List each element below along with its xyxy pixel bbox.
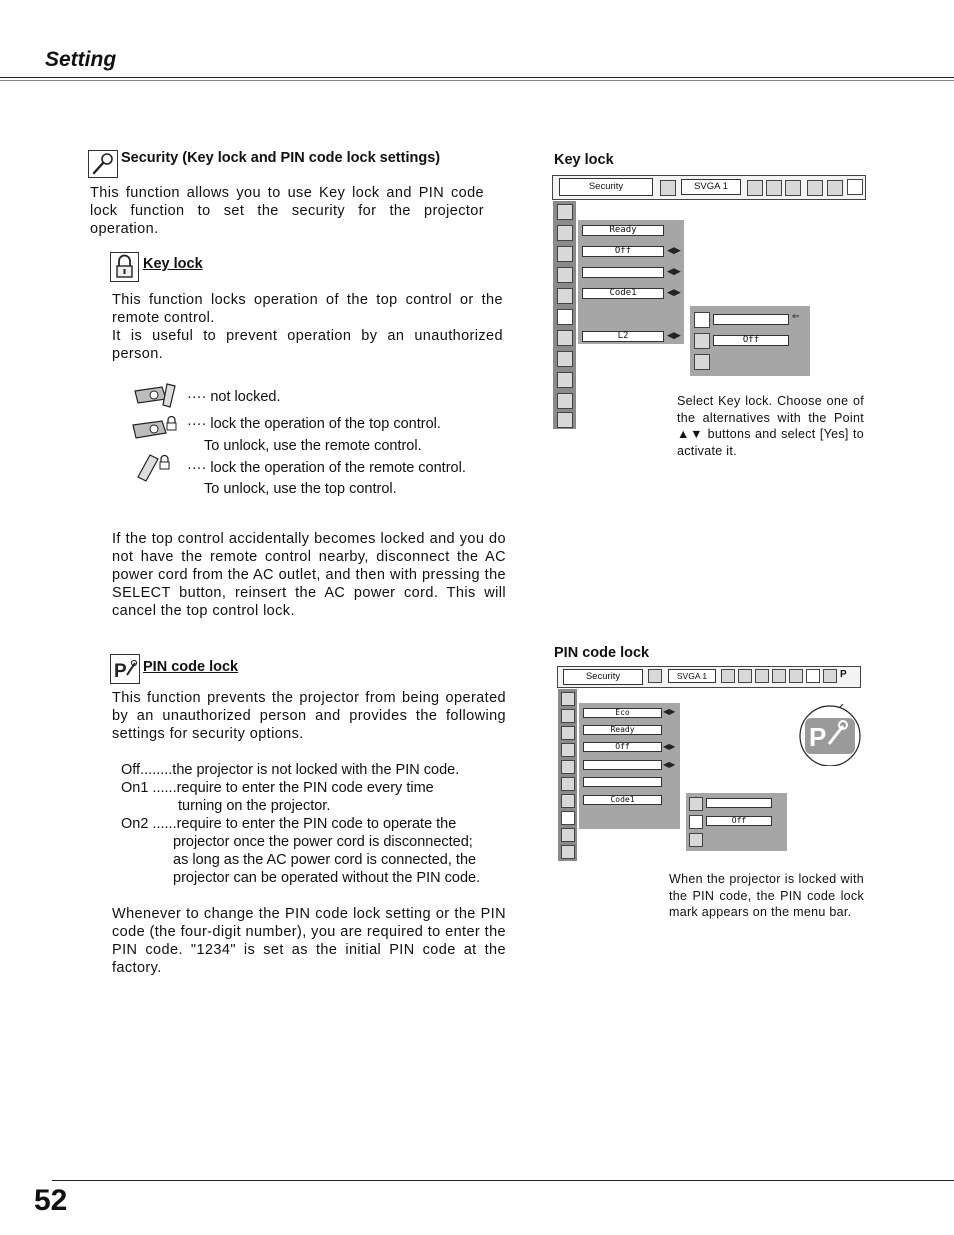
projector-remote-icon (132, 381, 178, 409)
figure-keylock-caption: Select Key lock. Choose one of the alternatives with the Point ▲▼ buttons and select [Yes] to activate it. (677, 394, 864, 458)
figure-keylock-label: Key lock (554, 152, 614, 168)
svg-text:P: P (809, 722, 827, 752)
keylock-setting-icon-field[interactable] (713, 314, 789, 325)
scroll-up-icon[interactable] (557, 204, 573, 220)
security-intro: This function allows you to use Key lock and PIN code lock function to set the security for the projector operation. (90, 185, 484, 237)
counter-icon (557, 372, 573, 388)
security-tab-icon (847, 179, 863, 195)
value-arrows-icon[interactable]: ◀▶ (667, 245, 681, 255)
key-icon (561, 794, 575, 808)
exit-icon[interactable] (561, 845, 575, 859)
page-number: 52 (34, 1184, 68, 1217)
header-rule-thin (0, 80, 954, 81)
value-arrows-icon[interactable]: ◀▶ (667, 287, 681, 297)
pinlock-option-on2-cont3: projector can be operated without the PIN code. (173, 870, 481, 886)
pinlock-menu-values (579, 703, 680, 829)
value-arrows-icon[interactable]: ◀▶ (663, 742, 676, 751)
exit-icon[interactable] (557, 412, 573, 428)
fan-icon (557, 330, 573, 346)
keylock-row-icon (561, 811, 575, 825)
keylock-row-icon (557, 309, 573, 325)
exit-icon[interactable] (689, 833, 703, 847)
scroll-up-icon[interactable] (561, 692, 575, 706)
menu-tab-security[interactable]: Security (563, 669, 643, 685)
setting-wrench-icon (823, 669, 837, 683)
keylock-option-remote-unlock: To unlock, use the top control. (204, 481, 397, 497)
input-icon (660, 180, 676, 196)
color-icon (766, 180, 782, 196)
pin-lock-icon (110, 654, 140, 684)
pinlock-menu-bar (557, 666, 861, 688)
pinlock-option-off: Off........the projector is not locked with the PIN code. (121, 762, 460, 778)
padlock-icon (689, 797, 703, 811)
keylock-desc-1: This function locks operation of the top control or the remote control. (112, 292, 503, 326)
pinlock-menu-sidebar (558, 689, 577, 861)
remote-lock-icon (134, 451, 174, 483)
menu-tab-security[interactable]: Security (559, 178, 653, 196)
pointer-icon (561, 777, 575, 791)
color-icon (738, 669, 752, 683)
figure-pinlock-label: PIN code lock (554, 645, 650, 661)
pin-lock-mark-magnified-icon (797, 704, 863, 766)
pinlock-note: Whenever to change the PIN code lock setting or the PIN code (the four-digit number), you are required to enter the PIN code. "1234" is set as the initial PIN code at the factory. (112, 906, 506, 976)
value-arrows-icon[interactable]: ◀▶ (667, 330, 681, 340)
header-rule (0, 77, 954, 78)
figure-pinlock-caption: When the projector is locked with the PIN code, the PIN code lock mark appears on the menu bar. (669, 872, 864, 919)
scroll-down-icon[interactable] (557, 393, 573, 409)
security-tab-icon (806, 669, 820, 683)
sound-icon (785, 180, 801, 196)
keylock-option-remote: ···· lock the operation of the remote control. (187, 460, 466, 476)
menu-value-remote[interactable] (583, 777, 662, 787)
setting-icon (827, 180, 843, 196)
key-icon (557, 288, 573, 304)
value-arrows-icon[interactable]: ◀▶ (667, 266, 681, 276)
projector-icon (557, 246, 573, 262)
pinlock-value-off[interactable]: Off (713, 335, 789, 346)
eco-icon (561, 709, 575, 723)
menu-value-eco[interactable]: Eco (583, 708, 662, 718)
pointer-arrow-icon: ⇐ (792, 311, 800, 321)
menu-value-lamp[interactable] (582, 267, 664, 278)
sound-icon (755, 669, 769, 683)
menu-value-l2[interactable]: L2 (582, 331, 664, 342)
keylock-option-top: ···· lock the operation of the top control. (187, 416, 441, 432)
pinlock-option-on2-cont1: projector once the power cord is disconnected; (173, 834, 473, 850)
value-arrows-icon[interactable]: ◀▶ (663, 760, 676, 769)
padlock-icon (694, 312, 710, 328)
menu-value-lamp[interactable] (583, 760, 662, 770)
pin-lock-icon (694, 333, 710, 349)
security-heading: Security (Key lock and PIN code lock settings) (121, 150, 441, 166)
scroll-down-icon[interactable] (561, 828, 575, 842)
menu-value-code[interactable]: Code1 (583, 795, 662, 805)
input-icon (648, 669, 662, 683)
keylock-setting-icon-field[interactable] (706, 798, 772, 808)
pinlock-value-off[interactable]: Off (706, 816, 772, 826)
padlock-icon (110, 252, 139, 282)
pinlock-option-on2: On2 ......require to enter the PIN code to operate the (121, 816, 457, 832)
pinlock-option-on2-cont2: as long as the AC power cord is connected, the (173, 852, 477, 868)
remote-icon (557, 267, 573, 283)
keylock-option-off: ···· not locked. (187, 389, 281, 405)
pinlock-desc: This function prevents the projector from being operated by an unauthorized person and provides the following settings for security options. (112, 690, 506, 742)
section-title: Setting (45, 48, 117, 71)
filter-icon (557, 351, 573, 367)
keylock-desc-2: It is useful to prevent operation by an unauthorized person. (112, 328, 503, 362)
pinlock-option-on1: On1 ......require to enter the PIN code every time (121, 780, 434, 796)
svg-text:P: P (114, 661, 127, 682)
signal-display: SVGA 1 (681, 179, 741, 195)
pinlock-heading: PIN code lock (143, 659, 239, 675)
keylock-note: If the top control accidentally becomes locked and you do not have the remote control nearby, disconnect the AC power cord from the AC outlet, and then with pressing the SELECT button, reinsert the AC power cord. This will cancel the top control lock. (112, 531, 506, 619)
lamp-icon (561, 726, 575, 740)
value-arrows-icon[interactable]: ◀▶ (663, 707, 676, 716)
keylock-menu-values (578, 220, 684, 344)
screen-icon (772, 669, 786, 683)
setting-icon (789, 669, 803, 683)
pinlock-option-on1-cont: turning on the projector. (178, 798, 331, 814)
pinlock-submenu (686, 793, 787, 851)
projector-lock-icon (130, 414, 178, 442)
exit-icon[interactable] (694, 354, 710, 370)
footer-rule (52, 1180, 954, 1181)
menu-value-code[interactable]: Code1 (582, 288, 664, 299)
signal-display: SVGA 1 (668, 669, 716, 683)
menu-value-off[interactable]: Off (582, 246, 664, 257)
wrench-key-icon (88, 150, 118, 178)
lamp-icon (557, 225, 573, 241)
image-icon (747, 180, 763, 196)
menu-value-ready[interactable]: Ready (583, 725, 662, 735)
menu-value-ready[interactable]: Ready (582, 225, 664, 236)
fan-icon (561, 743, 575, 757)
screen-icon (807, 180, 823, 196)
remote-icon (561, 760, 575, 774)
keylock-option-top-unlock: To unlock, use the remote control. (204, 438, 422, 454)
keylock-menu-sidebar (553, 201, 576, 429)
keylock-submenu (690, 306, 810, 376)
image-icon (721, 669, 735, 683)
menu-value-off[interactable]: Off (583, 742, 662, 752)
keylock-menu-bar (552, 175, 866, 200)
keylock-heading: Key lock (143, 256, 203, 272)
pin-lock-icon (689, 815, 703, 829)
pin-lock-mark-icon: P (840, 669, 847, 680)
